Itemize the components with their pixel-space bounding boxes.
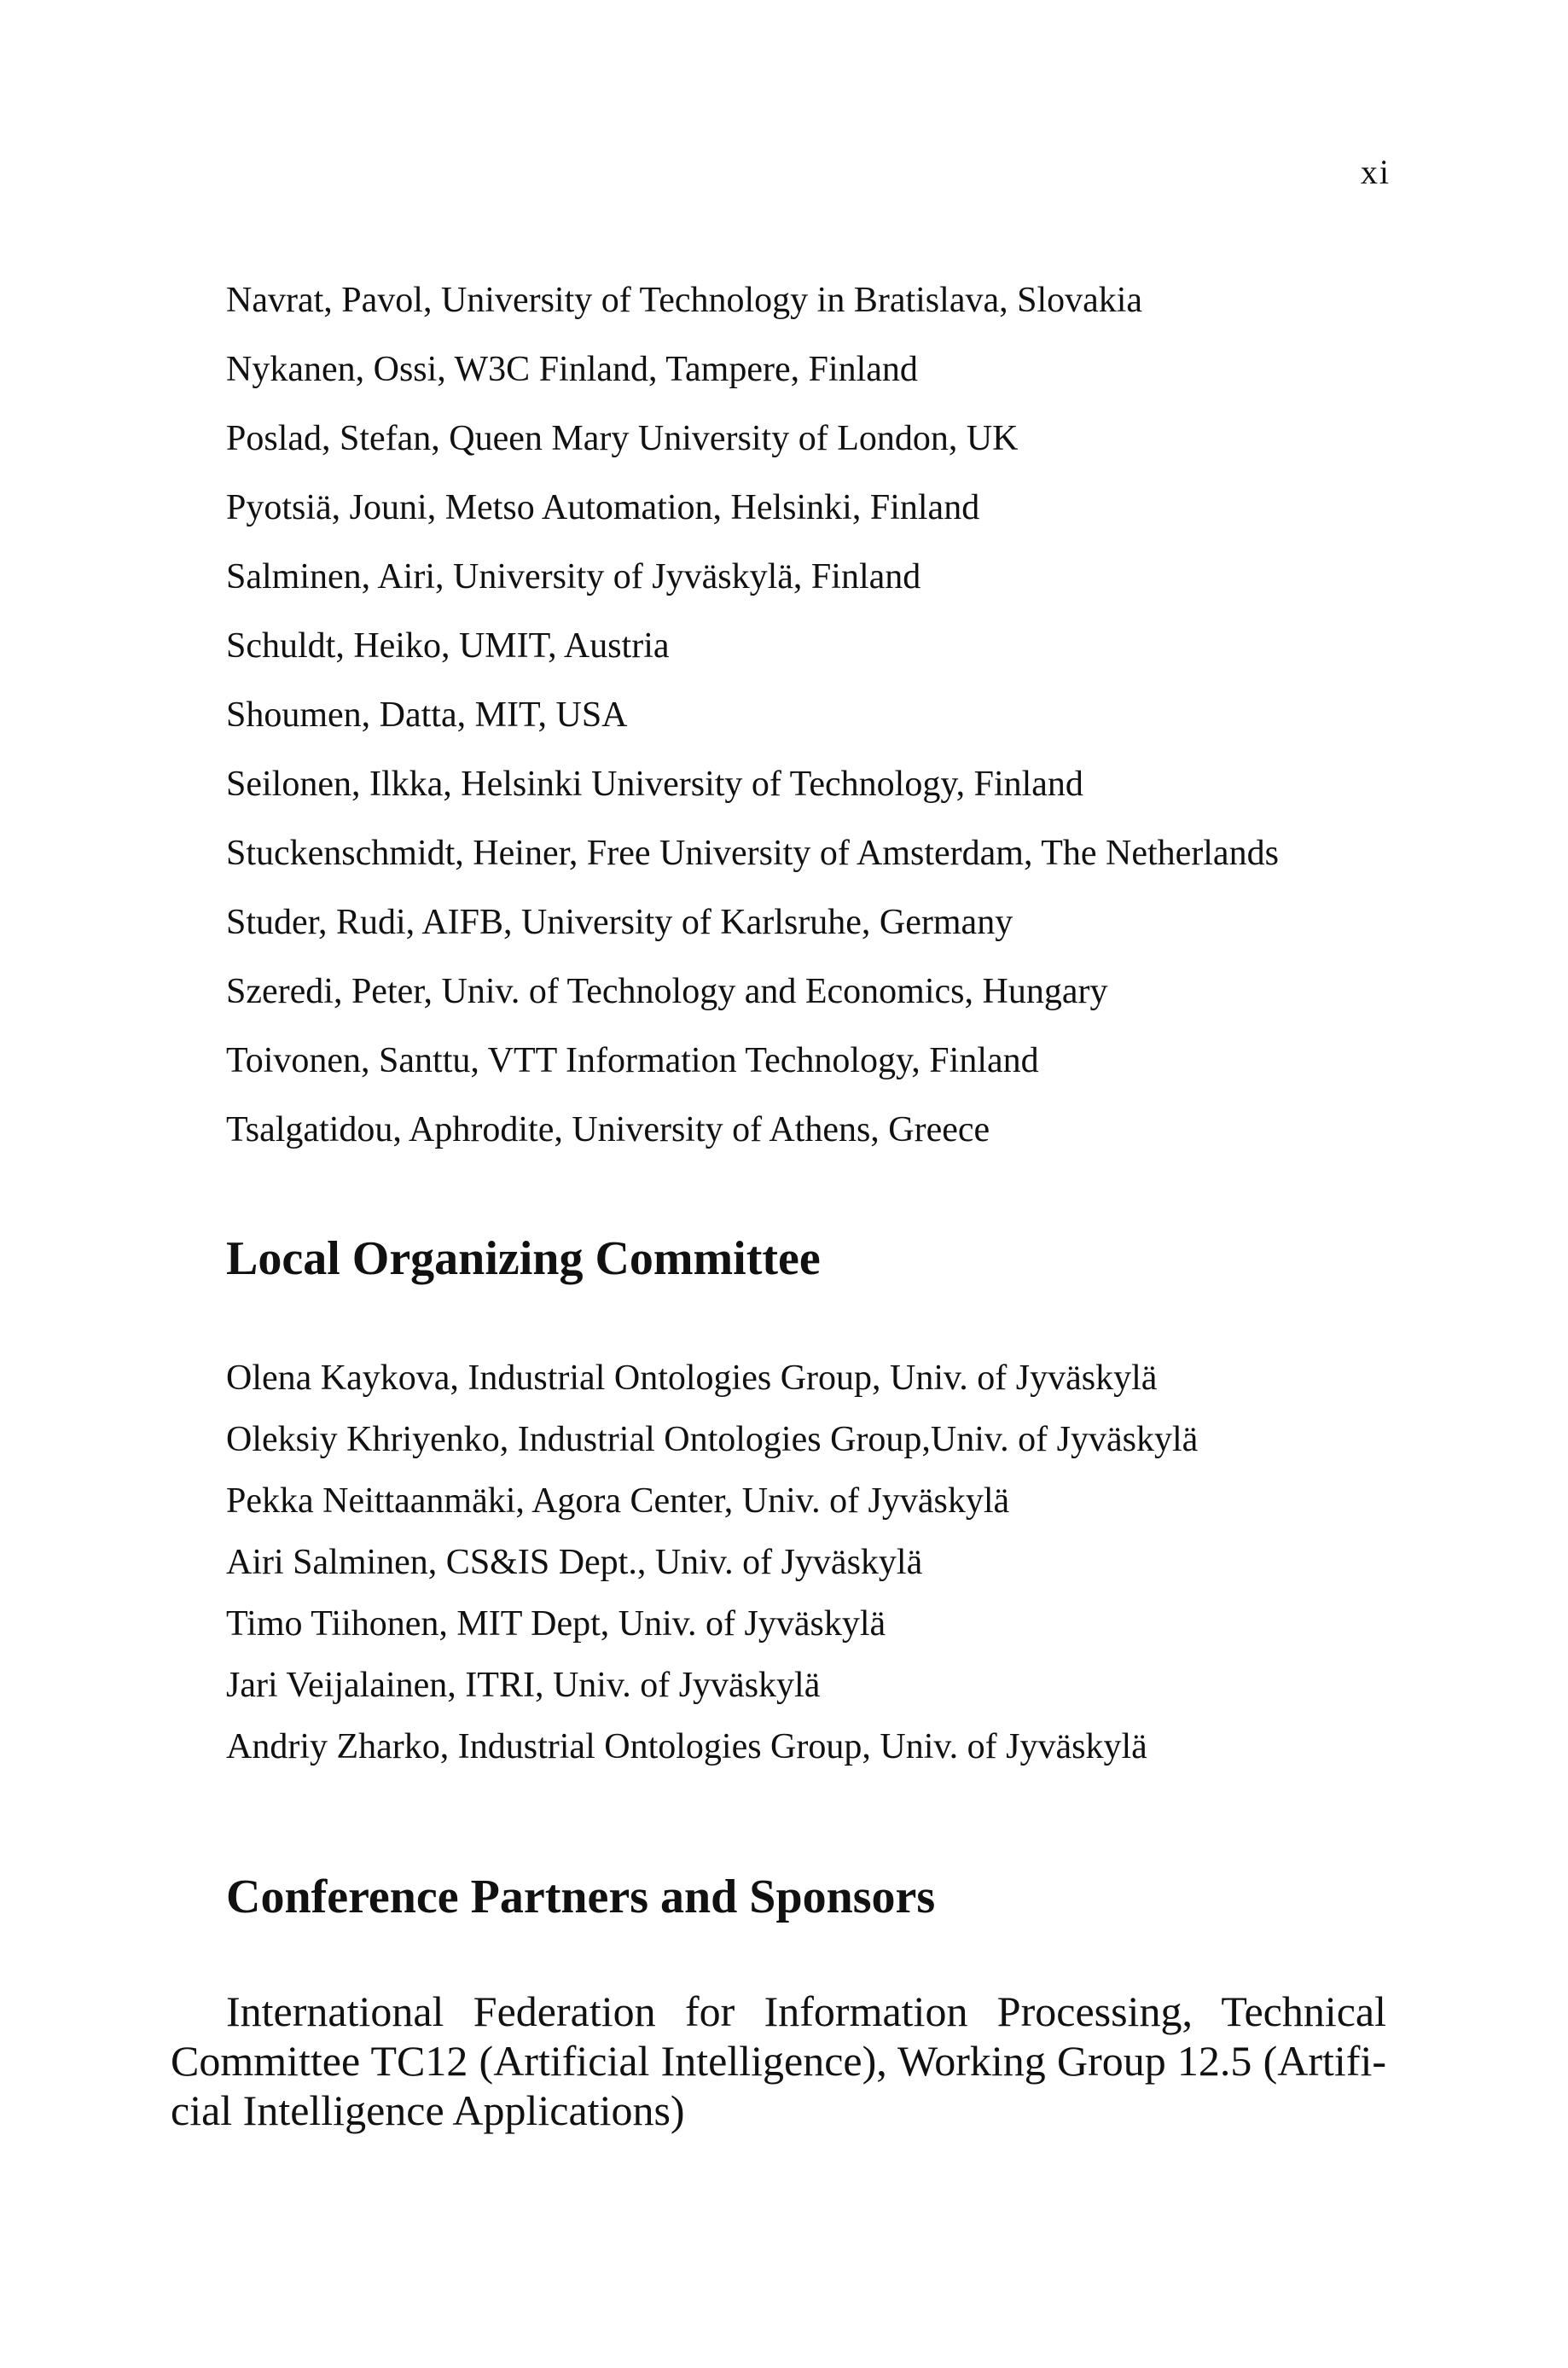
local-committee-member: Olena Kaykova, Industrial Ontologies Group, Univ. of Jyväskylä xyxy=(226,1359,1158,1398)
local-committee-member: Andriy Zharko, Industrial Ontologies Group, Univ. of Jyväskylä xyxy=(226,1727,1147,1766)
local-committee-member: Timo Tiihonen, MIT Dept, Univ. of Jyväskylä xyxy=(226,1604,886,1644)
local-committee-member: Jari Veijalainen, ITRI, Univ. of Jyväskylä xyxy=(226,1666,821,1705)
program-committee-list xyxy=(226,266,1279,1165)
committee-member: Toivonen, Santtu, VTT Information Technology, Finland xyxy=(226,1041,1039,1080)
committee-member: Pyotsiä, Jouni, Metso Automation, Helsinki, Finland xyxy=(226,488,980,527)
committee-member: Studer, Rudi, AIFB, University of Karlsruhe, Germany xyxy=(226,903,1013,942)
committee-member: Navrat, Pavol, University of Technology in Bratislava, Slovakia xyxy=(226,281,1143,320)
committee-member: Schuldt, Heiko, UMIT, Austria xyxy=(226,626,670,666)
partners-paragraph: International Federation for Information Processing, Technical Committee TC12 (Artificial Intelligence), Working Group 12.5 (Artifi-cial Intelligence Applications) xyxy=(171,1987,1386,2134)
committee-member: Tsalgatidou, Aphrodite, University of Athens, Greece xyxy=(226,1110,990,1149)
partners-heading: Conference Partners and Sponsors xyxy=(226,1871,936,1923)
local-committee-heading: Local Organizing Committee xyxy=(226,1232,821,1285)
local-committee-list xyxy=(226,1347,1198,1777)
committee-member: Stuckenschmidt, Heiner, Free University of Amsterdam, The Netherlands xyxy=(226,834,1279,873)
page-number: xi xyxy=(1360,153,1391,191)
local-committee-member: Pekka Neittaanmäki, Agora Center, Univ. of Jyväskylä xyxy=(226,1481,1010,1521)
committee-member: Salminen, Airi, University of Jyväskylä, Finland xyxy=(226,557,921,596)
committee-member: Shoumen, Datta, MIT, USA xyxy=(226,695,628,735)
committee-member: Poslad, Stefan, Queen Mary University of London, UK xyxy=(226,419,1019,458)
local-committee-member: Airi Salminen, CS&IS Dept., Univ. of Jyväskylä xyxy=(226,1543,923,1582)
committee-member: Nykanen, Ossi, W3C Finland, Tampere, Finland xyxy=(226,350,918,389)
committee-member: Szeredi, Peter, Univ. of Technology and Economics, Hungary xyxy=(226,972,1108,1011)
local-committee-member: Oleksiy Khriyenko, Industrial Ontologies Group,Univ. of Jyväskylä xyxy=(226,1420,1199,1459)
committee-member: Seilonen, Ilkka, Helsinki University of Technology, Finland xyxy=(226,765,1083,804)
